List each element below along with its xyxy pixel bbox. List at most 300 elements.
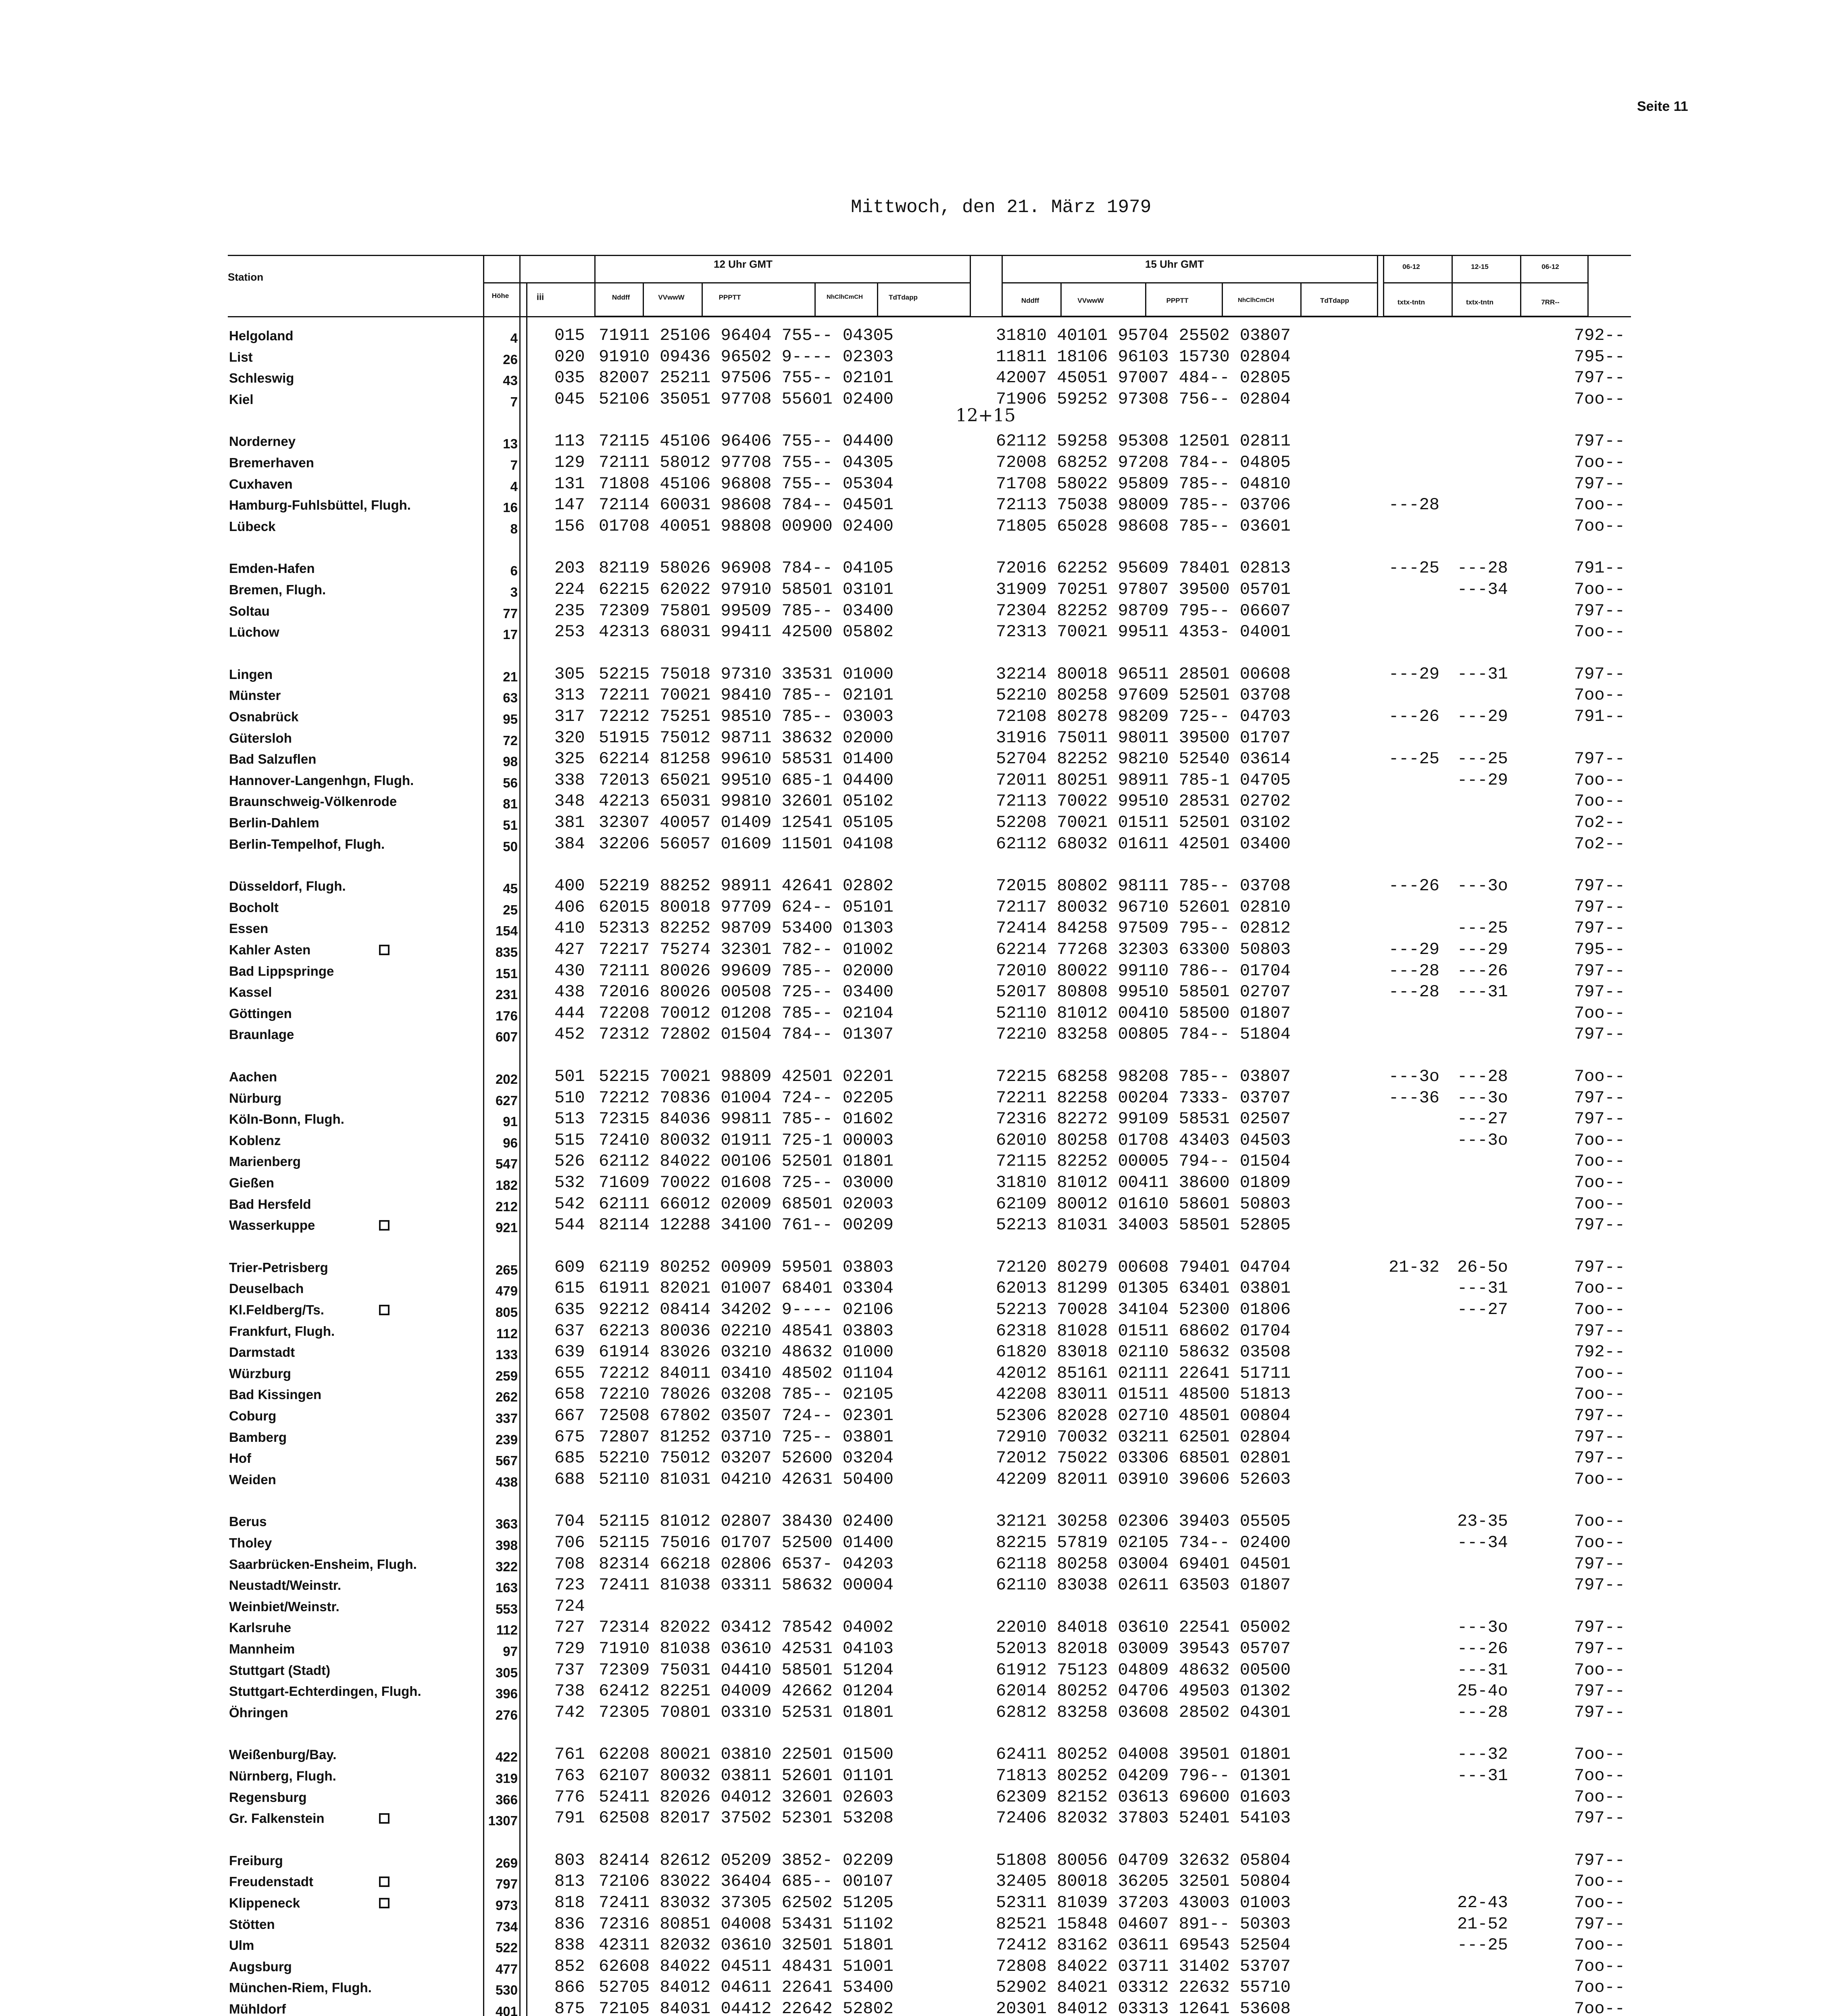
obs-12utc: 72315 84036 99811 785-- 01602 <box>599 1109 894 1129</box>
station-code: 729 <box>554 1639 585 1658</box>
obs-12utc: 72807 81252 03710 725-- 03801 <box>599 1427 894 1447</box>
obs-12utc: 52219 88252 98911 42641 02802 <box>599 876 894 896</box>
obs15-column <box>996 0 1371 2016</box>
station-height: 396 <box>495 1686 518 1702</box>
precip-0612: 7oo-- <box>1574 1787 1625 1807</box>
precip-0612: 797-- <box>1574 982 1625 1002</box>
precip-0612: 797-- <box>1574 1618 1625 1637</box>
precip-0612: 7oo-- <box>1574 1512 1625 1531</box>
station-code: 723 <box>554 1575 585 1595</box>
temp-1215: ---28 <box>1457 1702 1508 1722</box>
sub-1215: txtx-tntn <box>1466 298 1493 306</box>
obs-15utc: 61912 75123 04809 48632 00500 <box>996 1660 1291 1680</box>
temp-1215: ---31 <box>1457 1766 1508 1785</box>
obs-15utc: 72120 80279 00608 79401 04704 <box>996 1257 1291 1277</box>
precip-0612: 7oo-- <box>1574 1469 1625 1489</box>
obs-12utc: 72013 65021 99510 685-1 04400 <box>599 770 894 790</box>
obs-15utc: 42007 45051 97007 484-- 02805 <box>996 368 1291 388</box>
obs-15utc: 72211 82258 00204 7333- 03707 <box>996 1088 1291 1108</box>
station-height: 133 <box>495 1347 518 1362</box>
obs-12utc: 91910 09436 96502 9---- 02303 <box>599 347 894 367</box>
precip-0612: 7oo-- <box>1574 1872 1625 1891</box>
station-code: 852 <box>554 1956 585 1976</box>
obs-12utc: 72508 67802 03507 724-- 02301 <box>599 1406 894 1425</box>
temp-1215: ---3o <box>1457 1130 1508 1150</box>
station-name: Berus <box>229 1514 267 1529</box>
temp-0612: 21-32 <box>1388 1257 1439 1277</box>
station-code: 655 <box>554 1363 585 1383</box>
temp-0612: ---25 <box>1388 749 1439 769</box>
obs-12utc: 82114 12288 34100 761-- 00209 <box>599 1215 894 1235</box>
obs-12utc: 72114 60031 98608 784-- 04501 <box>599 495 894 515</box>
station-code: 791 <box>554 1808 585 1828</box>
station-height: 276 <box>495 1707 518 1722</box>
station-height: 1307 <box>488 1813 518 1829</box>
station-name: Coburg <box>229 1408 277 1423</box>
station-height: 4 <box>510 479 518 494</box>
precip-0612: 7oo-- <box>1574 770 1625 790</box>
obs-15utc: 52110 81012 00410 58500 01807 <box>996 1003 1291 1023</box>
station-height: 262 <box>495 1389 518 1405</box>
obs-15utc: 52306 82028 02710 48501 00804 <box>996 1406 1291 1425</box>
station-code: 444 <box>554 1003 585 1023</box>
station-height: 95 <box>503 712 518 727</box>
obs-12utc: 32206 56057 01609 11501 04108 <box>599 834 894 854</box>
precip-0612: 795-- <box>1574 347 1625 367</box>
code-column <box>554 0 595 2016</box>
c1215-column <box>1435 0 1508 2016</box>
station-name: Gießen <box>229 1175 274 1190</box>
obs-12utc: 32307 40057 01409 12541 05105 <box>599 813 894 832</box>
obs-12utc: 62214 81258 99610 58531 01400 <box>599 749 894 769</box>
obs-15utc: 72313 70021 99511 4353- 04001 <box>996 622 1291 642</box>
precip-0612: 795-- <box>1574 940 1625 959</box>
obs-15utc: 62812 83258 03608 28502 04301 <box>996 1702 1291 1722</box>
station-code: 526 <box>554 1152 585 1171</box>
obs-12utc: 42213 65031 99810 32601 05102 <box>599 791 894 811</box>
station-code: 348 <box>554 791 585 811</box>
station-code: 035 <box>554 368 585 388</box>
precip-0612: 7oo-- <box>1574 1130 1625 1150</box>
obs-12utc: 52215 75018 97310 33531 01000 <box>599 664 894 684</box>
station-name: Weißenburg/Bay. <box>229 1747 337 1762</box>
precip-0612: 7oo-- <box>1574 622 1625 642</box>
precip-0612: 7oo-- <box>1574 1660 1625 1680</box>
station-code: 532 <box>554 1173 585 1192</box>
precip-0612: 797-- <box>1574 1427 1625 1447</box>
precip-0612: 7oo-- <box>1574 1978 1625 1997</box>
station-height: 530 <box>495 1983 518 1998</box>
station-name: Darmstadt <box>229 1345 295 1360</box>
temp-1215: 21-52 <box>1457 1914 1508 1934</box>
station-height: 77 <box>503 606 518 621</box>
sub-0612b: 7RR-- <box>1541 298 1560 306</box>
obs-15utc: 11811 18106 96103 15730 02804 <box>996 347 1291 367</box>
obs-15utc: 61820 83018 02110 58632 03508 <box>996 1342 1291 1362</box>
header-12utc: 12 Uhr GMT <box>714 258 773 270</box>
obs-12utc: 62107 80032 03811 52601 01101 <box>599 1766 894 1785</box>
precip-0612: 797-- <box>1574 1808 1625 1828</box>
station-name: Lüchow <box>229 625 279 640</box>
station-code: 438 <box>554 982 585 1002</box>
precip-0612: 7oo-- <box>1574 1194 1625 1214</box>
temp-1215: ---28 <box>1457 1067 1508 1086</box>
station-name: Karlsruhe <box>229 1620 292 1635</box>
station-name: Würzburg <box>229 1366 291 1381</box>
obs-15utc: 62112 59258 95308 12501 02811 <box>996 431 1291 451</box>
station-name: Gr. Falkenstein <box>229 1811 325 1826</box>
temp-0612: ---28 <box>1388 982 1439 1002</box>
station-height: 305 <box>495 1665 518 1680</box>
station-height: 522 <box>495 1940 518 1956</box>
precip-0612: 7oo-- <box>1574 685 1625 705</box>
obs-15utc: 71813 80252 04209 796-- 01301 <box>996 1766 1291 1785</box>
obs-12utc: 72314 82022 03412 78542 04002 <box>599 1618 894 1637</box>
station-name: Deuselbach <box>229 1281 304 1296</box>
precip-0612: 7oo-- <box>1574 1152 1625 1171</box>
temp-1215: ---25 <box>1457 918 1508 938</box>
open-square-marker <box>379 1813 389 1824</box>
precip-0612: 797-- <box>1574 1681 1625 1701</box>
temp-1215: ---25 <box>1457 749 1508 769</box>
station-height: 805 <box>495 1305 518 1320</box>
obs-15utc: 62110 83038 02611 63503 01807 <box>996 1575 1291 1595</box>
station-name: Hannover-Langenhgn, Flugh. <box>229 773 414 788</box>
temp-0612: ---26 <box>1388 707 1439 726</box>
station-height: 259 <box>495 1368 518 1383</box>
obs-15utc: 31810 81012 00411 38600 01809 <box>996 1173 1291 1192</box>
station-name: Freiburg <box>229 1853 283 1868</box>
station-name: Emden-Hafen <box>229 561 315 576</box>
temp-0612: ---28 <box>1388 495 1439 515</box>
obs-12utc: 72305 70801 03310 52531 01801 <box>599 1702 894 1722</box>
precip-0612: 797-- <box>1574 1448 1625 1468</box>
station-code: 235 <box>554 601 585 621</box>
station-name: Freudenstadt <box>229 1874 314 1889</box>
station-name: Berlin-Tempelhof, Flugh. <box>229 836 385 852</box>
precip-0612: 797-- <box>1574 1406 1625 1425</box>
station-name: Hamburg-Fuhlsbüttel, Flugh. <box>229 498 411 513</box>
station-name: Wasserkuppe <box>229 1218 315 1233</box>
precip-0612: 791-- <box>1574 558 1625 578</box>
precip-0612: 797-- <box>1574 897 1625 917</box>
obs-12utc: 72106 83022 36404 685-- 00107 <box>599 1872 894 1891</box>
header-code: iii <box>536 292 544 302</box>
obs-12utc: 71911 25106 96404 755-- 04305 <box>599 326 894 345</box>
station-height: 43 <box>503 373 518 388</box>
precip-0612: 7oo-- <box>1574 1363 1625 1383</box>
station-code: 020 <box>554 347 585 367</box>
station-name: Bremen, Flugh. <box>229 582 326 597</box>
obs-12utc: 52115 81012 02807 38430 02400 <box>599 1512 894 1531</box>
obs-15utc: 71906 59252 97308 756-- 02804 <box>996 389 1291 409</box>
station-name: Bad Salzuflen <box>229 752 317 767</box>
obs-15utc: 72011 80251 98911 785-1 04705 <box>996 770 1291 790</box>
temp-0612: ---28 <box>1388 961 1439 981</box>
obs-15utc: 42209 82011 03910 39606 52603 <box>996 1469 1291 1489</box>
temp-0612: ---25 <box>1388 558 1439 578</box>
obs-15utc: 31916 75011 98011 39500 01707 <box>996 728 1291 748</box>
precip-0612: 7oo-- <box>1574 791 1625 811</box>
precip-0612: 7oo-- <box>1574 1533 1625 1552</box>
obs-15utc: 42012 85161 02111 22641 51711 <box>996 1363 1291 1383</box>
station-height: 398 <box>495 1538 518 1553</box>
station-code: 639 <box>554 1342 585 1362</box>
precip-0612: 797-- <box>1574 474 1625 494</box>
obs-12utc: 82414 82612 05209 3852- 02209 <box>599 1850 894 1870</box>
precip-0612: 797-- <box>1574 1914 1625 1934</box>
precip-0612: 797-- <box>1574 1088 1625 1108</box>
obs-12utc: 62215 62022 97910 58501 03101 <box>599 580 894 599</box>
station-code: 427 <box>554 940 585 959</box>
precip-0612: 797-- <box>1574 1850 1625 1870</box>
obs-15utc: 82521 15848 04607 891-- 50303 <box>996 1914 1291 1934</box>
sub-0612: txtx-tntn <box>1398 298 1425 306</box>
station-code: 338 <box>554 770 585 790</box>
precip-0612: 7oo-- <box>1574 1067 1625 1086</box>
precip-0612: 7oo-- <box>1574 1300 1625 1319</box>
obs-15utc: 52013 82018 03009 39543 05707 <box>996 1639 1291 1658</box>
station-height: 319 <box>495 1771 518 1786</box>
handwritten-note: 12+15 <box>956 405 1016 426</box>
station-height: 627 <box>495 1093 518 1108</box>
station-code: 542 <box>554 1194 585 1214</box>
station-code: 803 <box>554 1850 585 1870</box>
station-height: 50 <box>503 839 518 854</box>
obs-12utc: 72105 84031 04412 22642 52802 <box>599 1999 894 2016</box>
precip-0612: 797-- <box>1574 1257 1625 1277</box>
station-height: 45 <box>503 881 518 896</box>
station-code: 147 <box>554 495 585 515</box>
station-code: 510 <box>554 1088 585 1108</box>
obs-12utc: 52110 81031 04210 42631 50400 <box>599 1469 894 1489</box>
obs-15utc: 20301 84012 03313 12641 53608 <box>996 1999 1291 2016</box>
open-square-marker <box>379 1876 389 1887</box>
precip-0612: 797-- <box>1574 1702 1625 1722</box>
obs-12utc: 52115 75016 01707 52500 01400 <box>599 1533 894 1552</box>
obs-15utc: 72115 82252 00005 794-- 01504 <box>996 1152 1291 1171</box>
station-name: Marienberg <box>229 1154 301 1169</box>
temp-1215: ---32 <box>1457 1745 1508 1764</box>
station-height: 97 <box>503 1644 518 1659</box>
obs-15utc: 51808 80056 04709 32632 05804 <box>996 1850 1291 1870</box>
obs-15utc: 82215 57819 02105 734-- 02400 <box>996 1533 1291 1552</box>
obs-15utc: 62318 81028 01511 68602 01704 <box>996 1321 1291 1341</box>
temp-1215: 22-43 <box>1457 1893 1508 1912</box>
obs-12utc: 61914 83026 03210 48632 01000 <box>599 1342 894 1362</box>
obs-12utc: 62111 66012 02009 68501 02003 <box>599 1194 894 1214</box>
header-0612: 06-12 <box>1402 263 1420 271</box>
temp-1215: ---3o <box>1457 1618 1508 1637</box>
obs-15utc: 52208 70021 01511 52501 03102 <box>996 813 1291 832</box>
precip-0612: 797-- <box>1574 1639 1625 1658</box>
open-square-marker <box>379 1898 389 1908</box>
station-height: 734 <box>495 1919 518 1934</box>
precip-0612: 797-- <box>1574 1025 1625 1044</box>
station-name: Gütersloh <box>229 730 292 746</box>
obs-12utc: 72016 80026 00508 725-- 03400 <box>599 982 894 1002</box>
station-code: 015 <box>554 326 585 345</box>
station-code: 615 <box>554 1279 585 1298</box>
obs-15utc: 32121 30258 02306 39403 05505 <box>996 1512 1291 1531</box>
obs-15utc: 72108 80278 98209 725-- 04703 <box>996 707 1291 726</box>
station-code: 727 <box>554 1618 585 1637</box>
obs-12utc: 72309 75801 99509 785-- 03400 <box>599 601 894 621</box>
station-name: List <box>229 349 253 364</box>
obs-15utc: 52017 80808 99510 58501 02707 <box>996 982 1291 1002</box>
temp-1215: ---26 <box>1457 961 1508 981</box>
station-name: Nürnberg, Flugh. <box>229 1768 336 1783</box>
temp-1215: ---29 <box>1457 707 1508 726</box>
station-code: 637 <box>554 1321 585 1341</box>
station-name: Osnabrück <box>229 709 299 724</box>
station-height: 553 <box>495 1601 518 1616</box>
station-name: Soltau <box>229 603 270 619</box>
station-height: 151 <box>495 966 518 981</box>
obs-15utc: 52704 82252 98210 52540 03614 <box>996 749 1291 769</box>
precip-0612: 7oo-- <box>1574 389 1625 409</box>
temp-1215: ---34 <box>1457 1533 1508 1552</box>
obs12-column <box>599 0 974 2016</box>
obs-12utc: 72111 58012 97708 755-- 04305 <box>599 453 894 472</box>
obs-12utc: 62213 80036 02210 48541 03803 <box>599 1321 894 1341</box>
station-code: 544 <box>554 1215 585 1235</box>
station-height: 4 <box>510 331 518 346</box>
station-height: 337 <box>495 1411 518 1426</box>
station-name: Mühldorf <box>229 2001 286 2016</box>
station-height: 51 <box>503 818 518 833</box>
station-height: 182 <box>495 1178 518 1193</box>
station-height: 21 <box>503 669 518 684</box>
obs-12utc: 72217 75274 32301 782-- 01002 <box>599 940 894 959</box>
precip-0612: 797-- <box>1574 1321 1625 1341</box>
h12-tdapp: TdTdapp <box>889 294 918 301</box>
temp-1215: ---29 <box>1457 940 1508 959</box>
station-height: 231 <box>495 987 518 1002</box>
obs-12utc: 82314 66218 02806 6537- 04203 <box>599 1554 894 1574</box>
precip-0612: 7o2-- <box>1574 834 1625 854</box>
precip-0612: 7oo-- <box>1574 1745 1625 1764</box>
station-name: Koblenz <box>229 1133 281 1148</box>
station-code: 763 <box>554 1766 585 1785</box>
station-name: Nürburg <box>229 1090 282 1106</box>
station-height: 7 <box>510 458 518 473</box>
station-code: 045 <box>554 389 585 409</box>
station-name: Lingen <box>229 666 273 682</box>
temp-1215: ---27 <box>1457 1109 1508 1129</box>
obs-12utc: 61911 82021 01007 68401 03304 <box>599 1279 894 1298</box>
obs-15utc: 52213 70028 34104 52300 01806 <box>996 1300 1291 1319</box>
station-height: 921 <box>495 1220 518 1235</box>
station-height: 56 <box>503 775 518 790</box>
header-height: Höhe <box>492 292 509 300</box>
station-name: Kassel <box>229 985 272 1000</box>
header-0612b: 06-12 <box>1541 263 1559 271</box>
temp-0612: ---29 <box>1388 940 1439 959</box>
station-height: 98 <box>503 754 518 769</box>
station-code: 513 <box>554 1109 585 1129</box>
obs-12utc: 52215 70021 98809 42501 02201 <box>599 1067 894 1086</box>
precip-0612: 797-- <box>1574 1109 1625 1129</box>
precip-0612: 797-- <box>1574 961 1625 981</box>
obs-15utc: 72808 84022 03711 31402 53707 <box>996 1956 1291 1976</box>
station-name: Weinbiet/Weinstr. <box>229 1599 339 1614</box>
station-height: 3 <box>510 585 518 600</box>
h15-cloud: NhClhCmCH <box>1238 297 1274 304</box>
station-height: 96 <box>503 1135 518 1150</box>
station-code: 156 <box>554 516 585 536</box>
station-height: 835 <box>495 945 518 960</box>
temp-1215: ---29 <box>1457 770 1508 790</box>
temp-1215: ---31 <box>1457 664 1508 684</box>
obs-15utc: 72015 80802 98111 785-- 03708 <box>996 876 1291 896</box>
obs-12utc: 62208 80021 03810 22501 01500 <box>599 1745 894 1764</box>
open-square-marker <box>379 1305 389 1315</box>
station-height: 16 <box>503 500 518 515</box>
station-name: Stötten <box>229 1916 275 1932</box>
station-height: 112 <box>496 1622 518 1638</box>
obs-12utc: 62112 84022 00106 52501 01801 <box>599 1152 894 1171</box>
precip-0612: 797-- <box>1574 1215 1625 1235</box>
station-height: 438 <box>495 1474 518 1489</box>
station-name: Neustadt/Weinstr. <box>229 1578 342 1593</box>
station-height: 479 <box>495 1283 518 1299</box>
obs-15utc: 72113 70022 99510 28531 02702 <box>996 791 1291 811</box>
obs-15utc: 62112 68032 01611 42501 03400 <box>996 834 1291 854</box>
obs-15utc: 52311 81039 37203 43003 01003 <box>996 1893 1291 1912</box>
station-height: 13 <box>503 436 518 452</box>
station-height: 176 <box>495 1008 518 1023</box>
obs-15utc: 62013 81299 01305 63401 03801 <box>996 1279 1291 1298</box>
station-height: 366 <box>495 1792 518 1807</box>
obs-12utc: 52106 35051 97708 55601 02400 <box>599 389 894 409</box>
station-name: Stuttgart-Echterdingen, Flugh. <box>229 1684 421 1699</box>
station-column <box>229 0 479 2016</box>
station-name: Köln-Bonn, Flugh. <box>229 1112 344 1127</box>
precip-0612: 797-- <box>1574 368 1625 388</box>
obs-15utc: 72210 83258 00805 784-- 51804 <box>996 1025 1291 1044</box>
station-code: 738 <box>554 1681 585 1701</box>
obs-15utc: 72910 70032 03211 62501 02804 <box>996 1427 1291 1447</box>
station-name: Hof <box>229 1451 251 1466</box>
station-name: Bad Hersfeld <box>229 1196 311 1212</box>
station-code: 685 <box>554 1448 585 1468</box>
station-code: 742 <box>554 1702 585 1722</box>
station-code: 320 <box>554 728 585 748</box>
station-code: 761 <box>554 1745 585 1764</box>
obs-15utc: 42208 83011 01511 48500 51813 <box>996 1385 1291 1404</box>
page-number: Seite 11 <box>1637 99 1688 114</box>
open-square-marker <box>379 945 389 955</box>
station-name: Bremerhaven <box>229 455 314 470</box>
obs-15utc: 62309 82152 03613 69600 01603 <box>996 1787 1291 1807</box>
station-name: Norderney <box>229 434 296 449</box>
station-code: 406 <box>554 897 585 917</box>
station-name: Bad Kissingen <box>229 1387 322 1402</box>
temp-0612: ---36 <box>1388 1088 1439 1108</box>
obs-15utc: 72016 62252 95609 78401 02813 <box>996 558 1291 578</box>
station-code: 813 <box>554 1872 585 1891</box>
station-code: 452 <box>554 1025 585 1044</box>
obs-12utc: 72212 75251 98510 785-- 03003 <box>599 707 894 726</box>
station-code: 129 <box>554 453 585 472</box>
station-height: 607 <box>495 1029 518 1045</box>
obs-12utc: 42311 82032 03610 32501 51801 <box>599 1935 894 1955</box>
station-code: 203 <box>554 558 585 578</box>
obs-12utc: 72212 84011 03410 48502 01104 <box>599 1363 894 1383</box>
temp-1215: ---34 <box>1457 580 1508 599</box>
station-code: 724 <box>554 1596 585 1616</box>
